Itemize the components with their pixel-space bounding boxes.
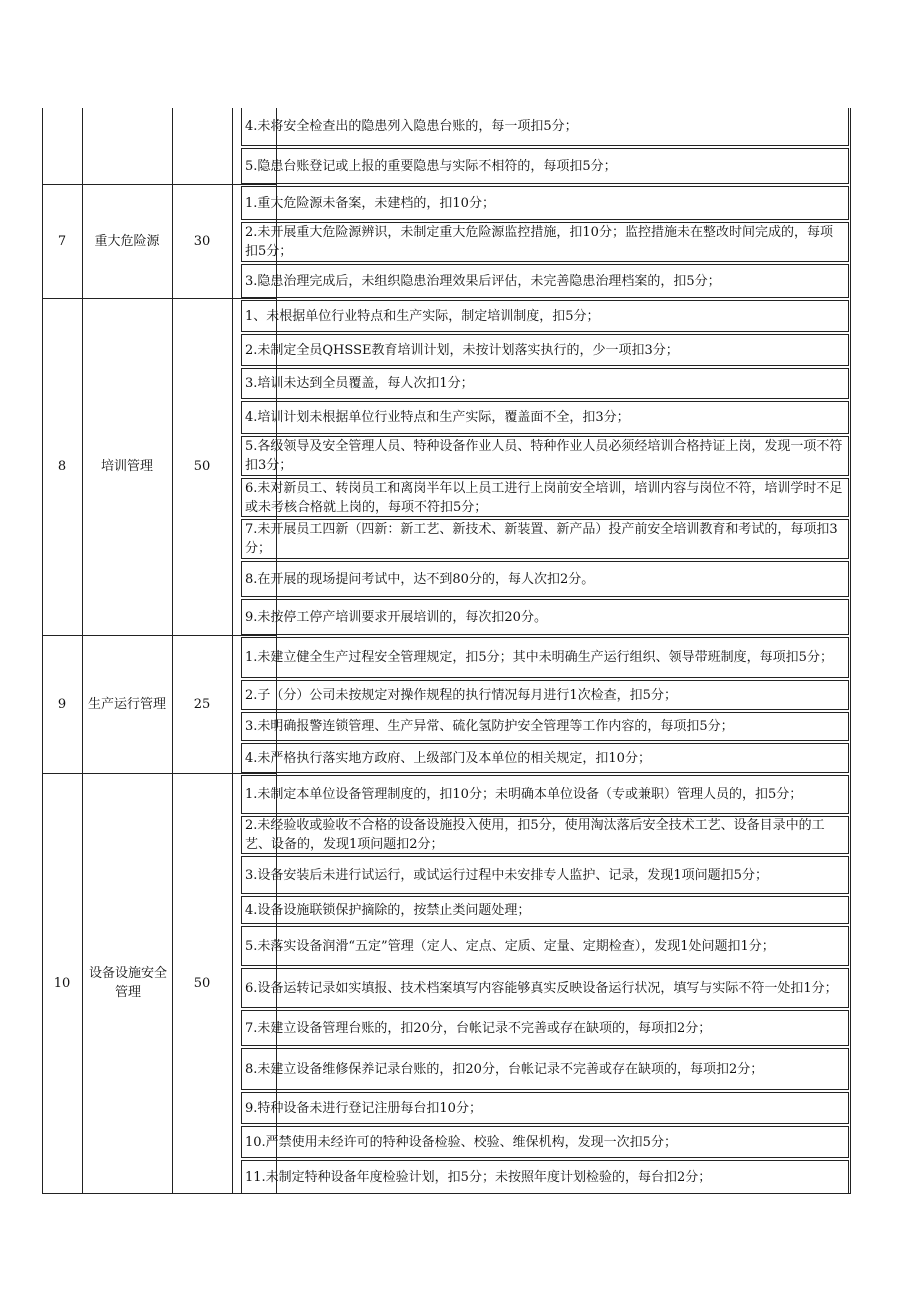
row-number: 8 [57, 459, 67, 474]
deduction-item: 2.未开展重大危险源辨识，未制定重大危险源监控措施，扣10分；监控措施未在整改时间完成的，每项扣5分； [241, 222, 849, 262]
deduction-item: 1、未根据单位行业特点和生产实际，制定培训制度，扣5分； [241, 300, 849, 332]
deduction-item: 8.在开展的现场提问考试中，达不到80分的，每人次扣2分。 [241, 561, 849, 597]
table-border-right [850, 108, 851, 1194]
deduction-item: 8.未建立设备维修保养记录台账的，扣20分，台帐记录不完善或存在缺项的，每项扣2分； [241, 1048, 849, 1090]
category-score: 50 [193, 459, 211, 474]
deduction-item: 2.未制定全员QHSSE教育培训计划，未按计划落实执行的，少一项扣3分； [241, 334, 849, 366]
deduction-item: 3.未明确报警连锁管理、生产异常、硫化氢防护安全管理等工作内容的，每项扣5分； [241, 712, 849, 741]
row-number: 10 [53, 975, 71, 991]
deduction-item: 4.培训计划未根据单位行业特点和生产实际，覆盖面不全，扣3分； [241, 401, 849, 434]
deduction-item: 4.未严格执行落实地方政府、上级部门及本单位的相关规定，扣10分； [241, 743, 849, 773]
category-name: 生产运行管理 [87, 696, 166, 712]
deduction-item: 3.培训未达到全员覆盖，每人次扣1分； [241, 368, 849, 399]
deduction-item: 1.重大危险源未备案，未建档的，扣10分； [241, 186, 849, 220]
deduction-item: 10.严禁使用未经许可的特种设备检验、校验、维保机构，发现一次扣5分； [241, 1126, 849, 1158]
deduction-item: 1.未建立健全生产过程安全管理规定，扣5分；其中未明确生产运行组织、领导带班制度，每项扣5分； [241, 637, 849, 678]
deduction-item: 2.未经验收或验收不合格的设备设施投入使用，扣5分，使用淘汰落后安全技术工艺、设备目录中的工艺、设备的，发现1项问题扣2分； [241, 816, 849, 854]
category-name: 重大危险源 [94, 233, 160, 249]
row-number: 9 [57, 696, 67, 712]
deduction-item: 2.子（分）公司未按规定对操作规程的执行情况每月进行1次检查，扣5分； [241, 680, 849, 710]
deduction-item: 3.隐患治理完成后，未组织隐患治理效果后评估，未完善隐患治理档案的，扣5分； [241, 264, 849, 298]
deduction-item: 6.未对新员工、转岗员工和离岗半年以上员工进行上岗前安全培训，培训内容与岗位不符，培训学时不足或未考核合格就上岗的，每项不符扣5分； [241, 478, 849, 517]
deduction-item: 9.未按停工停产培训要求开展培训的，每次扣20分。 [241, 599, 849, 635]
deduction-item: 7.未建立设备管理台账的，扣20分，台帐记录不完善或存在缺项的，每项扣2分； [241, 1010, 849, 1046]
deduction-item: 4.设备设施联锁保护摘除的，按禁止类问题处理； [241, 896, 849, 924]
row-number: 7 [57, 233, 67, 249]
category-score: 50 [193, 975, 211, 991]
deduction-item: 6.设备运转记录如实填报、技术档案填写内容能够真实反映设备运行状况，填写与实际不符一处扣1分； [241, 968, 849, 1008]
category-name: 培训管理 [100, 459, 153, 474]
deduction-item: 11.未制定特种设备年度检验计划，扣5分；未按照年度计划检验的，每台扣2分； [241, 1160, 849, 1194]
deduction-item: 9.特种设备未进行登记注册每台扣10分； [241, 1092, 849, 1124]
deduction-item: 7.未开展员工四新（四新：新工艺、新技术、新装置、新产品）投产前安全培训教育和考试的，每项扣3分； [241, 519, 849, 559]
category-score: 25 [193, 696, 211, 712]
deduction-item: 1.未制定本单位设备管理制度的，扣10分；未明确本单位设备（专或兼职）管理人员的，扣5分； [241, 775, 849, 814]
deduction-item: 5.隐患台账登记或上报的重要隐患与实际不相符的，每项扣5分； [241, 148, 849, 184]
deduction-item: 5.各级领导及安全管理人员、特种设备作业人员、特种作业人员必须经培训合格持证上岗，发现一项不符扣3分； [241, 436, 849, 476]
deduction-item: 4.未将安全检查出的隐患列入隐患台账的，每一项扣5分； [241, 108, 849, 146]
category-score: 30 [193, 233, 211, 249]
deduction-item: 5.未落实设备润滑“五定”管理（定人、定点、定质、定量、定期检查），发现1处问题扣1分； [241, 926, 849, 966]
deduction-item: 3.设备安装后未进行试运行，或试运行过程中未安排专人监护、记录，发现1项问题扣5分； [241, 856, 849, 894]
column-divider-score [232, 108, 233, 1194]
category-name: 设备设施安全管理 [88, 966, 167, 1000]
